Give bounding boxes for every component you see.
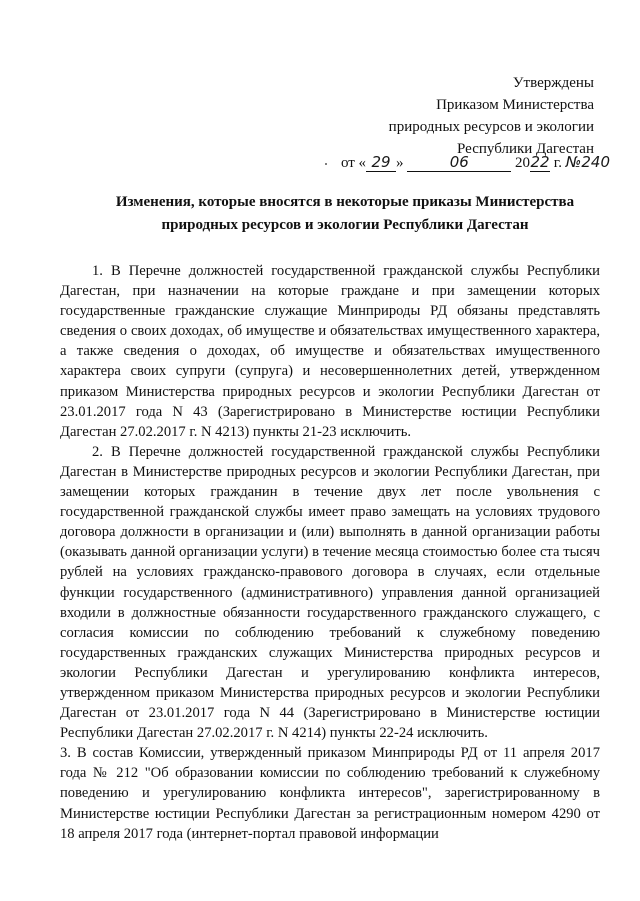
document-body (60, 261, 600, 844)
order-number: №240 (565, 153, 610, 171)
date-month: 06 (449, 153, 469, 171)
date-day: 29 (371, 153, 391, 171)
date-g: г. (553, 155, 563, 171)
paragraph-2: 2. В Перечне должностей государственной гражданской службы Республики Дагестан в Министерстве природных ресурсов и экологии Республики Дагестан, при замещении которых гражданин в течение двух лет после увольнения с государственной гражданской службы имеет право замещать на условиях трудового договора должности в организации и (или) выполнять в данной организации работы (оказывать данной организации услуги) в течение месяца стоимостью более ста тысяч рублей на условиях гражданско-правового договора в случаях, если отдельные функции государственного (административного) управления данной организацией входили в должностные обязанности государственного гражданского служащего, с согласия комиссии по соблюдению требований к служебному поведению государственных гражданских служащих Министерства природных ресурсов и экологии Республики Дагестан и урегулированию конфликта интересов, утвержденном приказом Министерства природных ресурсов и экологии Республики Дагестан от 23.01.2017 года N 44 (Зарегистрировано в Министерстве юстиции Республики Дагестан 27.02.2017 г. N 4214) пункты 22-24 исключить. (60, 443, 600, 742)
approval-block (389, 72, 594, 160)
date-day-field (366, 154, 396, 172)
date-mid: » (396, 155, 404, 171)
date-prefix: от « (340, 155, 367, 171)
date-month-field (407, 154, 511, 172)
approval-line-1: Утверждены (512, 75, 594, 91)
title-line-2: природных ресурсов и экологии Республики Дагестан (161, 217, 529, 233)
paragraph-1: 1. В Перечне должностей государственной гражданской службы Республики Дагестан, при назначении на которые граждане и при замещении которых государственные гражданские служащие Минприроды РД обязаны представлять сведения о своих доходах, об имуществе и обязательствах имущественного характера, а также сведения о доходах, об имуществе и обязательствах имущественного характера своих супруги (супруга) и несовершеннолетних детей, утвержденном приказом Министерства природных ресурсов и экологии Республики Дагестан от 23.01.2017 года N 43 (Зарегистрировано в Министерстве юстиции Республики Дагестан 27.02.2017 г. N 4213) пункты 21-23 исключить. (60, 263, 600, 440)
date-year-suffix: 22 (530, 153, 550, 171)
order-date-line (341, 152, 610, 173)
scan-speck (325, 163, 327, 165)
approval-line-3: природных ресурсов и экологии (388, 119, 594, 135)
date-year-field (530, 154, 550, 172)
document-title (95, 191, 595, 237)
approval-line-4: Республики Дагестан (457, 141, 594, 157)
approval-line-2: Приказом Министерства (436, 97, 594, 113)
date-year-prefix: 20 (515, 155, 531, 171)
paragraph-3: 3. В состав Комиссии, утвержденный приказом Минприроды РД от 11 апреля 2017 года № 212 "Об образовании комиссии по соблюдению требований к служебному поведению и урегулированию конфликта интересов", зарегистрированному в Министерстве юстиции Республики Дагестан за регистрационным номером 4290 от 18 апреля 2017 года (интернет-портал правовой информации (60, 745, 600, 842)
title-line-1: Изменения, которые вносятся в некоторые приказы Министерства (115, 194, 575, 210)
